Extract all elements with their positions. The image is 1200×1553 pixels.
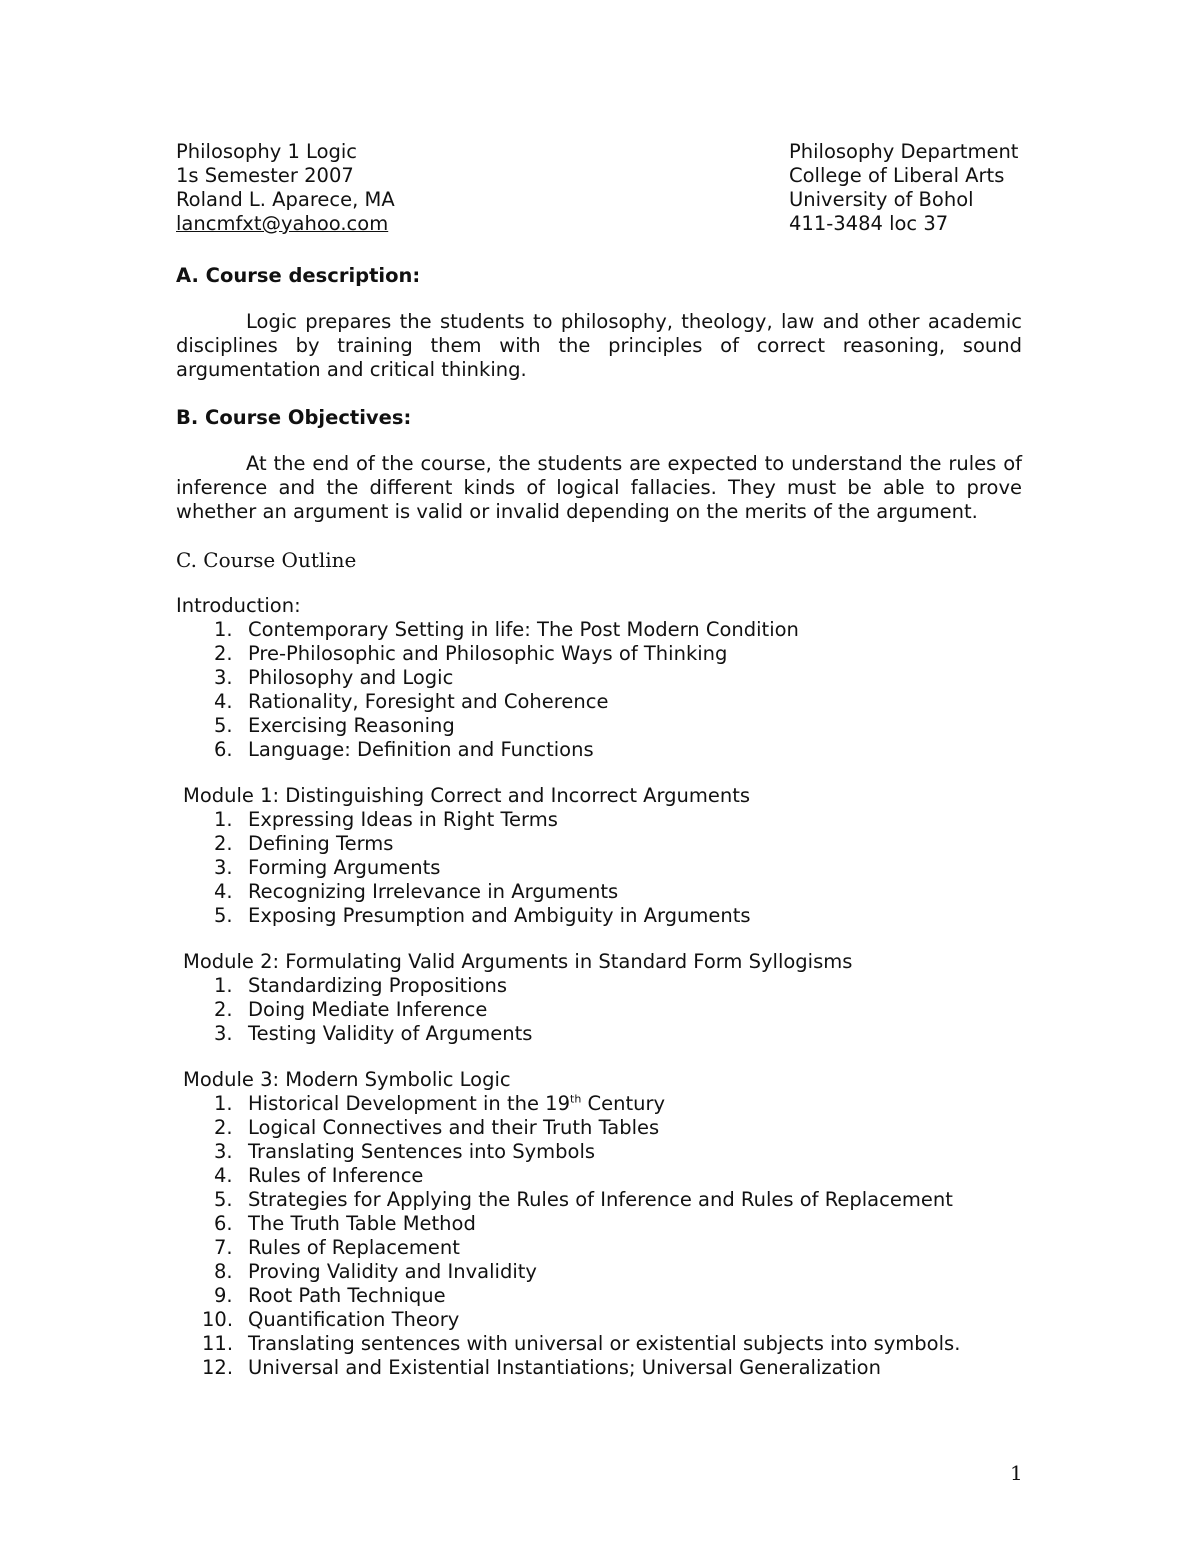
- list-item: 9. Root Path Technique: [214, 1284, 446, 1307]
- list-item: 6. Language: Definition and Functions: [214, 738, 594, 761]
- section-c-heading: C. Course Outline: [176, 548, 357, 572]
- list-item: 3. Testing Validity of Arguments: [214, 1022, 533, 1045]
- list-item: 10. Quantification Theory: [202, 1308, 460, 1331]
- module2-title: Module 2: Formulating Valid Arguments in Standard Form Syllogisms: [183, 950, 853, 973]
- course-info: [176, 140, 395, 236]
- email-link[interactable]: lancmfxt@yahoo.com: [176, 212, 389, 235]
- list-item: 5. Exercising Reasoning: [214, 714, 455, 737]
- list-item: 2. Logical Connectives and their Truth Tables: [214, 1116, 660, 1139]
- department-info: [789, 140, 1018, 236]
- list-item: 7. Rules of Replacement: [214, 1236, 460, 1259]
- list-item: 5. Strategies for Applying the Rules of Inference and Rules of Replacement: [214, 1188, 953, 1211]
- course-title: Philosophy 1 Logic: [176, 140, 358, 163]
- list-item: 8. Proving Validity and Invalidity: [214, 1260, 537, 1283]
- module1-title: Module 1: Distinguishing Correct and Incorrect Arguments: [183, 784, 751, 807]
- list-item: 2. Defining Terms: [214, 832, 394, 855]
- list-item: 4. Recognizing Irrelevance in Arguments: [214, 880, 619, 903]
- module1-list: [176, 808, 1022, 928]
- list-item: 1. Historical Development in the 19th Century: [214, 1092, 666, 1115]
- university: University of Bohol: [789, 188, 974, 211]
- document-header: [176, 140, 1022, 240]
- instructor-name: Roland L. Aparece, MA: [176, 188, 395, 211]
- list-item: 4. Rationality, Foresight and Coherence: [214, 690, 609, 713]
- list-item: 5. Exposing Presumption and Ambiguity in Arguments: [214, 904, 751, 927]
- section-a-body: Logic prepares the students to philosophy, theology, law and other academic disciplines by training them with the principles of correct reasoning, sound argumentation and critical thinking.: [176, 310, 1022, 381]
- introduction-list: [176, 618, 1022, 762]
- page-number: 1: [1010, 1461, 1023, 1485]
- module2-list: [176, 974, 1022, 1046]
- section-b-body: At the end of the course, the students are expected to understand the rules of inference and the different kinds of logical fallacies. They must be able to prove whether an argument is valid or invalid depending on the merits of the argument.: [176, 452, 1022, 523]
- list-item: 6. The Truth Table Method: [214, 1212, 476, 1235]
- department: Philosophy Department: [789, 140, 1019, 163]
- list-item: 11. Translating sentences with universal or existential subjects into symbols.: [202, 1332, 961, 1355]
- list-item: 4. Rules of Inference: [214, 1164, 424, 1187]
- list-item: 12. Universal and Existential Instantiations; Universal Generalization: [202, 1356, 881, 1379]
- list-item: 3. Forming Arguments: [214, 856, 441, 879]
- introduction-title: Introduction:: [176, 594, 301, 617]
- semester: 1s Semester 2007: [176, 164, 354, 187]
- list-item: 1. Standardizing Propositions: [214, 974, 508, 997]
- list-item: 3. Translating Sentences into Symbols: [214, 1140, 596, 1163]
- section-a-heading: A. Course description:: [176, 264, 421, 287]
- list-item: 2. Pre-Philosophic and Philosophic Ways of Thinking: [214, 642, 728, 665]
- list-item: 2. Doing Mediate Inference: [214, 998, 488, 1021]
- module3-list: [176, 1092, 1022, 1380]
- college: College of Liberal Arts: [789, 164, 1005, 187]
- list-item: 1. Expressing Ideas in Right Terms: [214, 808, 558, 831]
- module3-title: Module 3: Modern Symbolic Logic: [183, 1068, 511, 1091]
- list-item: 1. Contemporary Setting in life: The Post Modern Condition: [214, 618, 799, 641]
- phone: 411-3484 loc 37: [789, 212, 949, 235]
- section-b-heading: B. Course Objectives:: [176, 406, 412, 429]
- document-page: [176, 140, 1022, 1380]
- list-item: 3. Philosophy and Logic: [214, 666, 454, 689]
